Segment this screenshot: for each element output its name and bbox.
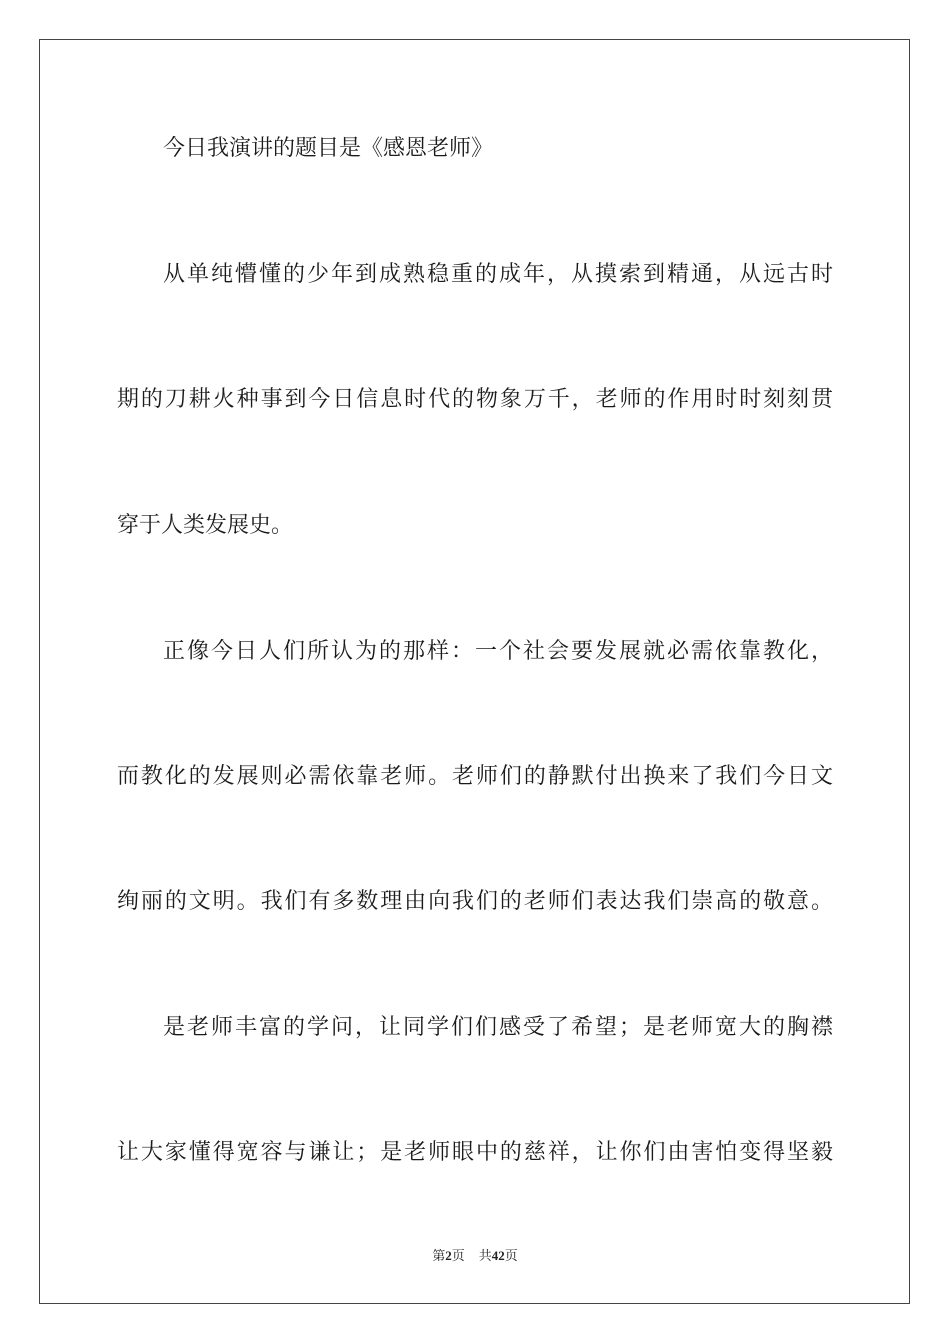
paragraph-line: 正像今日人们所认为的那样：一个社会要发展就必需依靠教化， bbox=[163, 639, 833, 664]
total-suffix: 页 bbox=[504, 1248, 518, 1263]
paragraph-line: 绚丽的文明。我们有多数理由向我们的老师们表达我们崇高的敬意。 bbox=[117, 889, 833, 914]
page-number: 2 bbox=[445, 1248, 452, 1263]
paragraph-line: 让大家懂得宽容与谦让；是老师眼中的慈祥，让你们由害怕变得坚毅 bbox=[117, 1140, 833, 1165]
total-prefix: 共 bbox=[478, 1248, 492, 1263]
page-frame bbox=[39, 39, 910, 1304]
paragraph-line-title: 今日我演讲的题目是《感恩老师》 bbox=[163, 136, 494, 161]
paragraph-line: 期的刀耕火种事到今日信息时代的物象万千，老师的作用时时刻刻贯 bbox=[117, 387, 833, 412]
page-suffix: 页 bbox=[451, 1248, 465, 1263]
paragraph-line: 是老师丰富的学问，让同学们们感受了希望；是老师宽大的胸襟 bbox=[163, 1015, 833, 1040]
paragraph-line: 而教化的发展则必需依靠老师。老师们的静默付出换来了我们今日文 bbox=[117, 764, 833, 789]
page-footer bbox=[0, 1247, 950, 1265]
total-pages: 42 bbox=[491, 1248, 505, 1263]
page-prefix: 第 bbox=[432, 1248, 446, 1263]
paragraph-line: 从单纯懵懂的少年到成熟稳重的成年，从摸索到精通，从远古时 bbox=[163, 262, 833, 287]
paragraph-line: 穿于人类发展史。 bbox=[117, 513, 294, 538]
